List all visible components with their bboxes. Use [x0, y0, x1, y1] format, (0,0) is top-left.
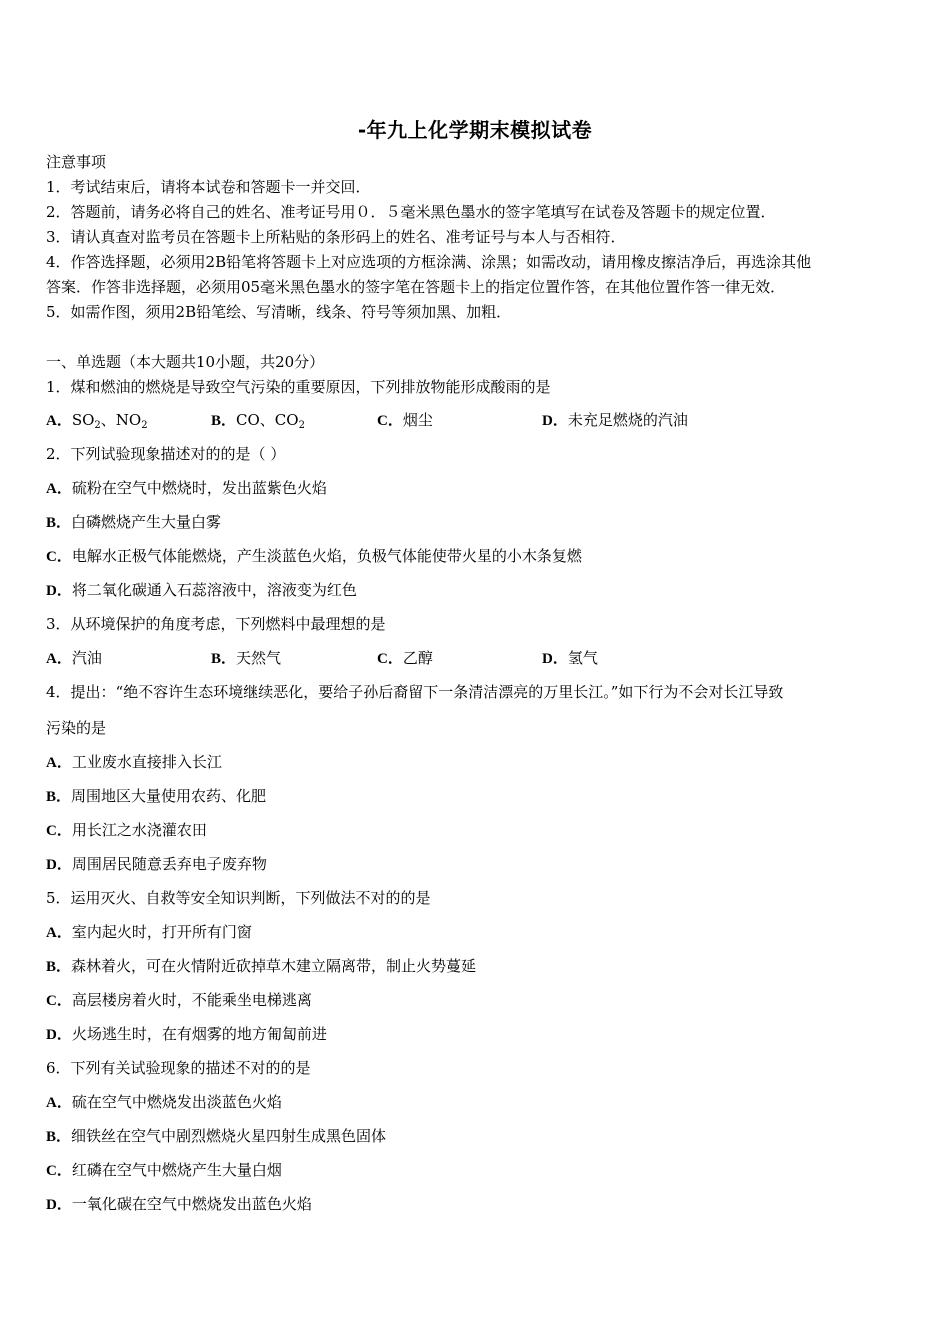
option-text: CO、CO — [236, 411, 299, 429]
option-c — [46, 820, 207, 841]
page-title: -年九上化学期末模拟试卷 — [357, 118, 593, 142]
question-stem: 2．下列试验现象描述对的的是（ ） — [46, 445, 286, 463]
option-label: D． — [46, 583, 72, 599]
option-text: SO — [71, 411, 95, 429]
option-d — [46, 1194, 312, 1215]
option-b — [46, 512, 221, 533]
question-stem: 3．从环境保护的角度考虑，下列燃料中最理想的是 — [46, 615, 386, 633]
question-stem: 4．提出：“绝不容许生态环境继续恶化，要给子孙后裔留下一条清洁漂亮的万里长江。”如下行为不会对长江导致 — [46, 683, 784, 701]
option-label: A． — [46, 413, 72, 429]
notice-item: 3．请认真查对监考员在答题卡上所粘贴的条形码上的姓名、准考证号与本人与否相符． — [46, 228, 626, 246]
option-label: D． — [46, 857, 72, 873]
option-label: A． — [46, 755, 72, 771]
option-label: C． — [46, 549, 72, 565]
option-b — [211, 410, 305, 431]
option-b — [211, 648, 281, 669]
option-label: D． — [542, 651, 568, 667]
option-label: A． — [46, 1095, 72, 1111]
option-label: B． — [46, 789, 72, 805]
question-stem-cont: 污染的是 — [46, 719, 107, 737]
section-heading: 一、单选题（本大题共10小题，共20分） — [46, 353, 325, 371]
option-c — [377, 410, 433, 431]
option-text: 白磷燃烧产生大量白雾 — [71, 513, 222, 531]
notice-item: 5．如需作图，须用2B铅笔绘、写清晰，线条、符号等须加黑、加粗． — [46, 303, 512, 321]
option-text: 一氧化碳在空气中燃烧发出蓝色火焰 — [71, 1195, 312, 1213]
option-text: 高层楼房着火时，不能乘坐电梯逃离 — [71, 991, 312, 1009]
option-text: 氢气 — [567, 649, 598, 667]
question-stem: 1．煤和燃油的燃烧是导致空气污染的重要原因，下列排放物能形成酸雨的是 — [46, 378, 551, 396]
option-text: 周围居民随意丢弃电子废弃物 — [71, 855, 267, 873]
option-d — [46, 580, 357, 601]
option-label: C． — [377, 651, 403, 667]
option-label: C． — [46, 823, 72, 839]
option-label: B． — [46, 1129, 72, 1145]
subscript: 2 — [298, 420, 305, 431]
option-a — [46, 478, 327, 499]
option-label: A． — [46, 651, 72, 667]
option-text: 周围地区大量使用农药、化肥 — [71, 787, 267, 805]
subscript: 2 — [94, 420, 101, 431]
option-label: C． — [46, 1163, 72, 1179]
option-text: 、NO — [100, 411, 142, 429]
option-label: B． — [211, 651, 237, 667]
option-a — [46, 752, 222, 773]
option-a — [46, 922, 252, 943]
notice-heading: 注意事项 — [46, 153, 107, 171]
option-text: 汽油 — [71, 649, 102, 667]
option-b — [46, 956, 476, 977]
option-label: D． — [542, 413, 568, 429]
option-label: D． — [46, 1027, 72, 1043]
option-label: A． — [46, 925, 72, 941]
option-b — [46, 1126, 386, 1147]
option-label: B． — [46, 959, 72, 975]
option-text: 烟尘 — [402, 411, 433, 429]
option-d — [542, 648, 598, 669]
option-a — [46, 410, 148, 431]
question-stem: 6．下列有关试验现象的描述不对的的是 — [46, 1059, 311, 1077]
option-c — [46, 1160, 282, 1181]
option-c — [46, 546, 582, 567]
subscript: 2 — [141, 420, 148, 431]
notice-item: 1．考试结束后，请将本试卷和答题卡一并交回． — [46, 178, 371, 196]
option-d — [46, 1024, 327, 1045]
option-a — [46, 1092, 282, 1113]
option-text: 工业废水直接排入长江 — [71, 753, 222, 771]
option-text: 未充足燃烧的汽油 — [567, 411, 688, 429]
option-text: 火场逃生时，在有烟雾的地方匍匐前进 — [71, 1025, 327, 1043]
notice-item: 2．答题前，请务必将自己的姓名、准考证号用０．５毫米黑色墨水的签字笔填写在试卷及答题卡的规定位置． — [46, 203, 776, 221]
option-label: C． — [46, 993, 72, 1009]
option-label: C． — [377, 413, 403, 429]
option-text: 电解水正极气体能燃烧，产生淡蓝色火焰，负极气体能使带火星的小木条复燃 — [71, 547, 582, 565]
option-text: 将二氧化碳通入石蕊溶液中，溶液变为红色 — [71, 581, 357, 599]
option-text: 乙醇 — [402, 649, 433, 667]
question-stem: 5．运用灭火、自救等安全知识判断，下列做法不对的的是 — [46, 889, 431, 907]
option-d — [46, 854, 267, 875]
notice-item: 答案．作答非选择题，必须用05毫米黑色墨水的签字笔在答题卡上的指定位置作答，在其他位置作答一律无效． — [46, 278, 786, 296]
option-c — [377, 648, 433, 669]
option-text: 硫在空气中燃烧发出淡蓝色火焰 — [71, 1093, 282, 1111]
option-c — [46, 990, 312, 1011]
option-text: 硫粉在空气中燃烧时，发出蓝紫色火焰 — [71, 479, 327, 497]
option-a — [46, 648, 102, 669]
notice-item: 4．作答选择题，必须用2B铅笔将答题卡上对应选项的方框涂满、涂黑；如需改动，请用橡皮擦洁净后，再选涂其他 — [46, 253, 812, 271]
option-b — [46, 786, 266, 807]
option-text: 室内起火时，打开所有门窗 — [71, 923, 252, 941]
option-text: 红磷在空气中燃烧产生大量白烟 — [71, 1161, 282, 1179]
option-text: 用长江之水浇灌农田 — [71, 821, 207, 839]
option-label: B． — [46, 515, 72, 531]
option-d — [542, 410, 688, 431]
option-label: A． — [46, 481, 72, 497]
option-label: B． — [211, 413, 237, 429]
option-text: 森林着火，可在火情附近砍掉草木建立隔离带，制止火势蔓延 — [71, 957, 477, 975]
option-label: D． — [46, 1197, 72, 1213]
option-text: 天然气 — [236, 649, 282, 667]
option-text: 细铁丝在空气中剧烈燃烧火星四射生成黑色固体 — [71, 1127, 387, 1145]
